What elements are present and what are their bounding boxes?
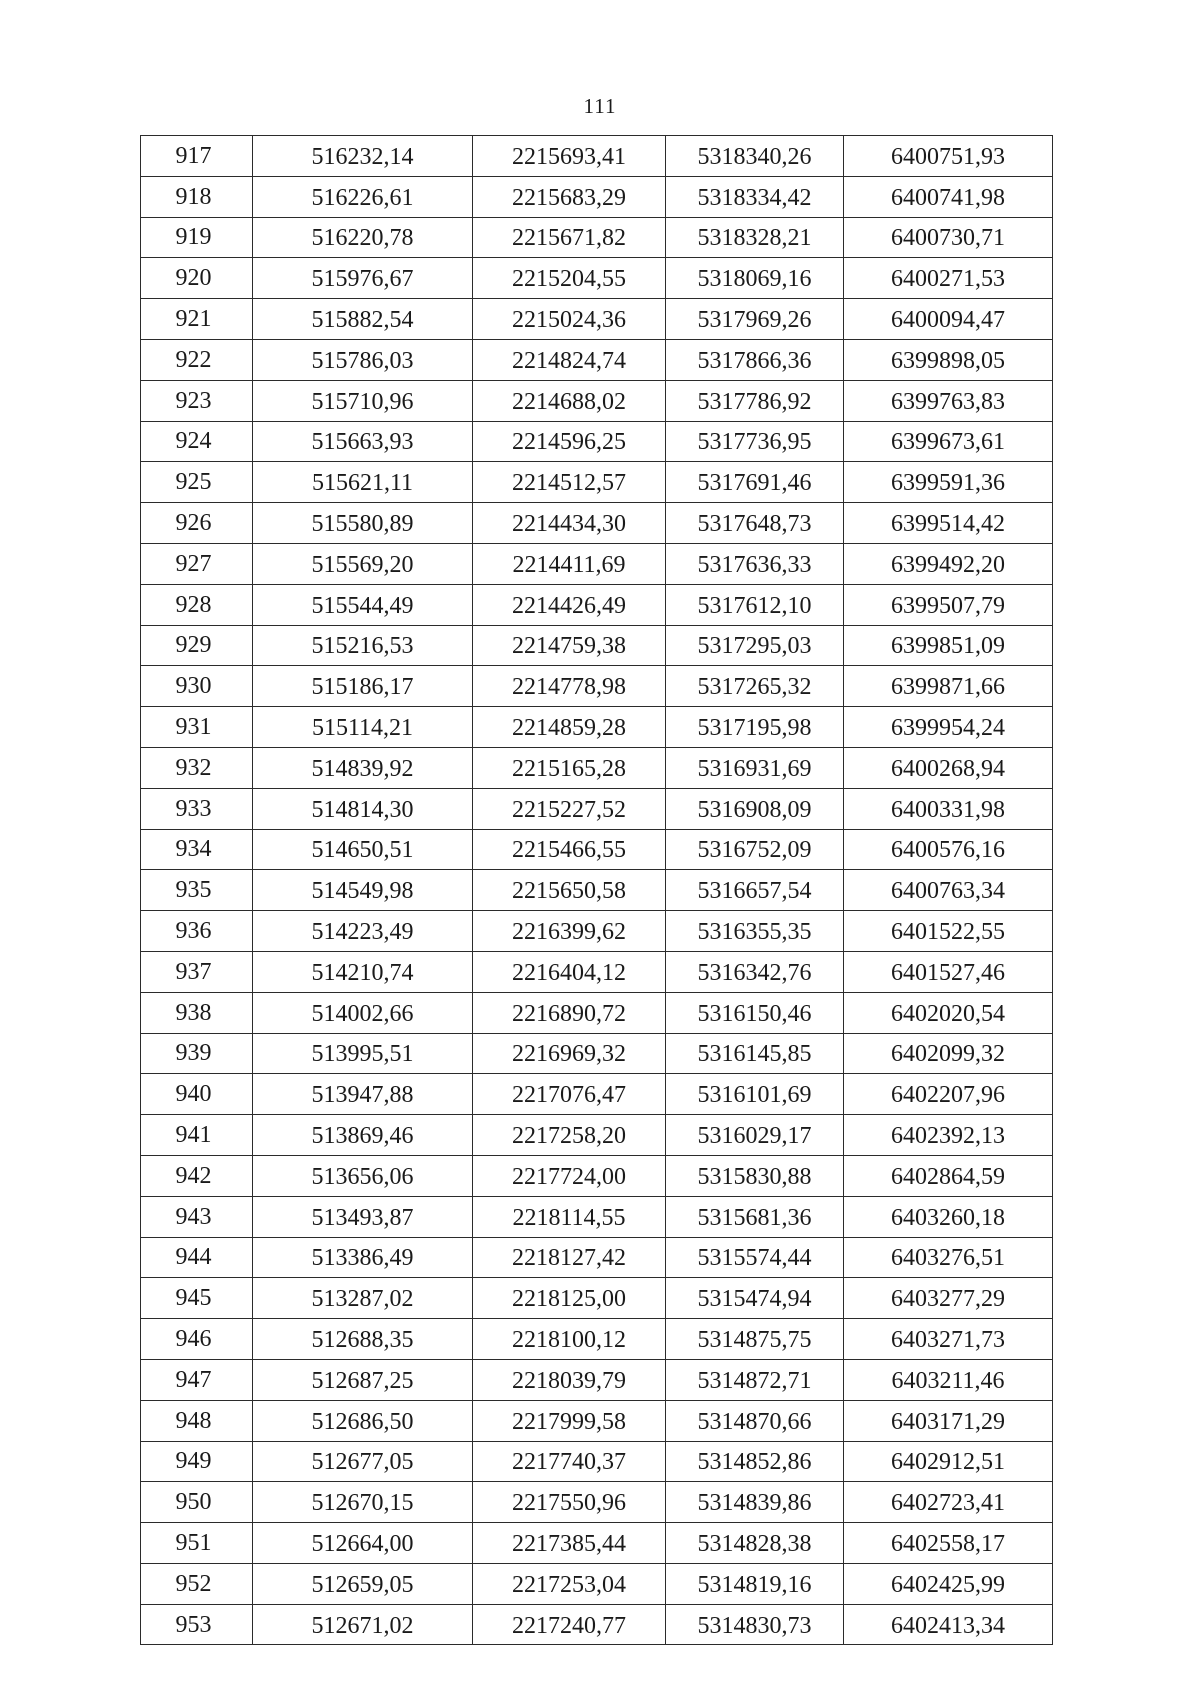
y2-coord-cell: 6399673,61 [844, 421, 1053, 462]
x-coord-cell: 515186,17 [253, 666, 473, 707]
x-coord-cell: 512664,00 [253, 1523, 473, 1564]
point-number-cell: 923 [141, 380, 253, 421]
y2-coord-cell: 6399871,66 [844, 666, 1053, 707]
table-row [141, 258, 1053, 299]
y-coord-cell: 2215683,29 [473, 176, 666, 217]
y-coord-cell: 2217385,44 [473, 1523, 666, 1564]
table-row [141, 788, 1053, 829]
y-coord-cell: 2217240,77 [473, 1604, 666, 1645]
y2-coord-cell: 6402207,96 [844, 1074, 1053, 1115]
point-number-cell: 922 [141, 339, 253, 380]
x2-coord-cell: 5318069,16 [666, 258, 844, 299]
y2-coord-cell: 6399507,79 [844, 584, 1053, 625]
x-coord-cell: 512687,25 [253, 1359, 473, 1400]
y2-coord-cell: 6402723,41 [844, 1482, 1053, 1523]
x2-coord-cell: 5316355,35 [666, 911, 844, 952]
point-number-cell: 930 [141, 666, 253, 707]
y2-coord-cell: 6399492,20 [844, 543, 1053, 584]
y2-coord-cell: 6400268,94 [844, 747, 1053, 788]
y2-coord-cell: 6400576,16 [844, 829, 1053, 870]
x-coord-cell: 514839,92 [253, 747, 473, 788]
x2-coord-cell: 5314819,16 [666, 1563, 844, 1604]
x-coord-cell: 514210,74 [253, 951, 473, 992]
y-coord-cell: 2215024,36 [473, 299, 666, 340]
x2-coord-cell: 5315681,36 [666, 1196, 844, 1237]
y-coord-cell: 2215693,41 [473, 136, 666, 177]
x2-coord-cell: 5316029,17 [666, 1115, 844, 1156]
point-number-cell: 933 [141, 788, 253, 829]
table-row [141, 1604, 1053, 1645]
y2-coord-cell: 6399591,36 [844, 462, 1053, 503]
x2-coord-cell: 5314852,86 [666, 1441, 844, 1482]
point-number-cell: 943 [141, 1196, 253, 1237]
point-number-cell: 940 [141, 1074, 253, 1115]
x2-coord-cell: 5315574,44 [666, 1237, 844, 1278]
y2-coord-cell: 6399514,42 [844, 503, 1053, 544]
point-number-cell: 934 [141, 829, 253, 870]
point-number-cell: 945 [141, 1278, 253, 1319]
y2-coord-cell: 6403276,51 [844, 1237, 1053, 1278]
y-coord-cell: 2215671,82 [473, 217, 666, 258]
x2-coord-cell: 5318340,26 [666, 136, 844, 177]
table-row [141, 1278, 1053, 1319]
y2-coord-cell: 6401522,55 [844, 911, 1053, 952]
point-number-cell: 932 [141, 747, 253, 788]
y-coord-cell: 2214426,49 [473, 584, 666, 625]
x2-coord-cell: 5315830,88 [666, 1155, 844, 1196]
x-coord-cell: 515114,21 [253, 707, 473, 748]
point-number-cell: 951 [141, 1523, 253, 1564]
x-coord-cell: 512671,02 [253, 1604, 473, 1645]
x2-coord-cell: 5316931,69 [666, 747, 844, 788]
x2-coord-cell: 5317866,36 [666, 339, 844, 380]
table-row [141, 1115, 1053, 1156]
point-number-cell: 950 [141, 1482, 253, 1523]
x2-coord-cell: 5314830,73 [666, 1604, 844, 1645]
x-coord-cell: 516220,78 [253, 217, 473, 258]
y-coord-cell: 2215650,58 [473, 870, 666, 911]
table-row [141, 462, 1053, 503]
y-coord-cell: 2218039,79 [473, 1359, 666, 1400]
page-number: 111 [583, 94, 617, 118]
table-row [141, 584, 1053, 625]
table-row [141, 911, 1053, 952]
y-coord-cell: 2217550,96 [473, 1482, 666, 1523]
y2-coord-cell: 6400741,98 [844, 176, 1053, 217]
y-coord-cell: 2216890,72 [473, 992, 666, 1033]
table-row [141, 1155, 1053, 1196]
x-coord-cell: 514814,30 [253, 788, 473, 829]
point-number-cell: 937 [141, 951, 253, 992]
x2-coord-cell: 5317612,10 [666, 584, 844, 625]
table-row [141, 1319, 1053, 1360]
y2-coord-cell: 6399851,09 [844, 625, 1053, 666]
y2-coord-cell: 6402099,32 [844, 1033, 1053, 1074]
x2-coord-cell: 5317648,73 [666, 503, 844, 544]
point-number-cell: 942 [141, 1155, 253, 1196]
y-coord-cell: 2215227,52 [473, 788, 666, 829]
y-coord-cell: 2218127,42 [473, 1237, 666, 1278]
table-row [141, 992, 1053, 1033]
point-number-cell: 927 [141, 543, 253, 584]
x2-coord-cell: 5314872,71 [666, 1359, 844, 1400]
x2-coord-cell: 5318334,42 [666, 176, 844, 217]
x-coord-cell: 515710,96 [253, 380, 473, 421]
x-coord-cell: 516232,14 [253, 136, 473, 177]
table-row [141, 339, 1053, 380]
y2-coord-cell: 6403271,73 [844, 1319, 1053, 1360]
point-number-cell: 947 [141, 1359, 253, 1400]
x2-coord-cell: 5317691,46 [666, 462, 844, 503]
x-coord-cell: 512670,15 [253, 1482, 473, 1523]
x-coord-cell: 514223,49 [253, 911, 473, 952]
point-number-cell: 928 [141, 584, 253, 625]
table-row [141, 421, 1053, 462]
x2-coord-cell: 5317736,95 [666, 421, 844, 462]
y2-coord-cell: 6400763,34 [844, 870, 1053, 911]
x2-coord-cell: 5316342,76 [666, 951, 844, 992]
y2-coord-cell: 6400730,71 [844, 217, 1053, 258]
y-coord-cell: 2217724,00 [473, 1155, 666, 1196]
y2-coord-cell: 6399763,83 [844, 380, 1053, 421]
y-coord-cell: 2214778,98 [473, 666, 666, 707]
y2-coord-cell: 6403277,29 [844, 1278, 1053, 1319]
point-number-cell: 952 [141, 1563, 253, 1604]
table-row [141, 1359, 1053, 1400]
x2-coord-cell: 5317636,33 [666, 543, 844, 584]
y-coord-cell: 2214859,28 [473, 707, 666, 748]
y2-coord-cell: 6402413,34 [844, 1604, 1053, 1645]
y2-coord-cell: 6400094,47 [844, 299, 1053, 340]
table-row [141, 380, 1053, 421]
x-coord-cell: 515544,49 [253, 584, 473, 625]
y-coord-cell: 2215204,55 [473, 258, 666, 299]
x2-coord-cell: 5318328,21 [666, 217, 844, 258]
table-row [141, 829, 1053, 870]
point-number-cell: 918 [141, 176, 253, 217]
y2-coord-cell: 6402020,54 [844, 992, 1053, 1033]
y-coord-cell: 2216399,62 [473, 911, 666, 952]
x-coord-cell: 512688,35 [253, 1319, 473, 1360]
table-row [141, 176, 1053, 217]
point-number-cell: 946 [141, 1319, 253, 1360]
table-row [141, 1196, 1053, 1237]
point-number-cell: 935 [141, 870, 253, 911]
x-coord-cell: 513869,46 [253, 1115, 473, 1156]
x-coord-cell: 512677,05 [253, 1441, 473, 1482]
y-coord-cell: 2217258,20 [473, 1115, 666, 1156]
y2-coord-cell: 6400271,53 [844, 258, 1053, 299]
table-row [141, 299, 1053, 340]
x2-coord-cell: 5317265,32 [666, 666, 844, 707]
x-coord-cell: 515882,54 [253, 299, 473, 340]
y2-coord-cell: 6402425,99 [844, 1563, 1053, 1604]
x2-coord-cell: 5315474,94 [666, 1278, 844, 1319]
table-row [141, 870, 1053, 911]
table-row [141, 951, 1053, 992]
y2-coord-cell: 6400751,93 [844, 136, 1053, 177]
point-number-cell: 938 [141, 992, 253, 1033]
table-row [141, 136, 1053, 177]
y-coord-cell: 2217999,58 [473, 1400, 666, 1441]
y-coord-cell: 2218114,55 [473, 1196, 666, 1237]
table-row [141, 1237, 1053, 1278]
y-coord-cell: 2214824,74 [473, 339, 666, 380]
y-coord-cell: 2214434,30 [473, 503, 666, 544]
x2-coord-cell: 5316150,46 [666, 992, 844, 1033]
point-number-cell: 920 [141, 258, 253, 299]
table-row [141, 707, 1053, 748]
y-coord-cell: 2215165,28 [473, 747, 666, 788]
table-row [141, 747, 1053, 788]
table-row [141, 1523, 1053, 1564]
x-coord-cell: 515663,93 [253, 421, 473, 462]
y-coord-cell: 2214411,69 [473, 543, 666, 584]
y2-coord-cell: 6403260,18 [844, 1196, 1053, 1237]
y-coord-cell: 2214688,02 [473, 380, 666, 421]
y-coord-cell: 2218125,00 [473, 1278, 666, 1319]
y-coord-cell: 2214596,25 [473, 421, 666, 462]
point-number-cell: 953 [141, 1604, 253, 1645]
table-row [141, 1074, 1053, 1115]
y-coord-cell: 2218100,12 [473, 1319, 666, 1360]
x-coord-cell: 513947,88 [253, 1074, 473, 1115]
point-number-cell: 917 [141, 136, 253, 177]
coordinate-table [140, 135, 1053, 1645]
y2-coord-cell: 6402558,17 [844, 1523, 1053, 1564]
y-coord-cell: 2214759,38 [473, 625, 666, 666]
x-coord-cell: 514002,66 [253, 992, 473, 1033]
y2-coord-cell: 6403211,46 [844, 1359, 1053, 1400]
x-coord-cell: 515786,03 [253, 339, 473, 380]
x-coord-cell: 516226,61 [253, 176, 473, 217]
x-coord-cell: 515216,53 [253, 625, 473, 666]
point-number-cell: 925 [141, 462, 253, 503]
table-row [141, 217, 1053, 258]
y-coord-cell: 2215466,55 [473, 829, 666, 870]
y-coord-cell: 2216969,32 [473, 1033, 666, 1074]
y2-coord-cell: 6399954,24 [844, 707, 1053, 748]
y2-coord-cell: 6400331,98 [844, 788, 1053, 829]
y-coord-cell: 2217740,37 [473, 1441, 666, 1482]
point-number-cell: 936 [141, 911, 253, 952]
y2-coord-cell: 6403171,29 [844, 1400, 1053, 1441]
x2-coord-cell: 5316145,85 [666, 1033, 844, 1074]
point-number-cell: 948 [141, 1400, 253, 1441]
x2-coord-cell: 5316101,69 [666, 1074, 844, 1115]
x-coord-cell: 513656,06 [253, 1155, 473, 1196]
x2-coord-cell: 5314870,66 [666, 1400, 844, 1441]
y2-coord-cell: 6402912,51 [844, 1441, 1053, 1482]
x2-coord-cell: 5317786,92 [666, 380, 844, 421]
y2-coord-cell: 6402392,13 [844, 1115, 1053, 1156]
y-coord-cell: 2217253,04 [473, 1563, 666, 1604]
table-row [141, 1563, 1053, 1604]
x-coord-cell: 515580,89 [253, 503, 473, 544]
point-number-cell: 931 [141, 707, 253, 748]
x2-coord-cell: 5317969,26 [666, 299, 844, 340]
coordinate-table-body [141, 136, 1053, 1645]
point-number-cell: 939 [141, 1033, 253, 1074]
x-coord-cell: 512686,50 [253, 1400, 473, 1441]
point-number-cell: 926 [141, 503, 253, 544]
x2-coord-cell: 5316752,09 [666, 829, 844, 870]
point-number-cell: 929 [141, 625, 253, 666]
point-number-cell: 949 [141, 1441, 253, 1482]
table-row [141, 1441, 1053, 1482]
x-coord-cell: 514549,98 [253, 870, 473, 911]
point-number-cell: 919 [141, 217, 253, 258]
point-number-cell: 921 [141, 299, 253, 340]
table-row [141, 625, 1053, 666]
table-row [141, 1482, 1053, 1523]
x-coord-cell: 513386,49 [253, 1237, 473, 1278]
table-row [141, 503, 1053, 544]
point-number-cell: 941 [141, 1115, 253, 1156]
x-coord-cell: 514650,51 [253, 829, 473, 870]
x-coord-cell: 515621,11 [253, 462, 473, 503]
table-row [141, 666, 1053, 707]
y2-coord-cell: 6401527,46 [844, 951, 1053, 992]
x-coord-cell: 513995,51 [253, 1033, 473, 1074]
x2-coord-cell: 5314828,38 [666, 1523, 844, 1564]
y2-coord-cell: 6402864,59 [844, 1155, 1053, 1196]
x-coord-cell: 512659,05 [253, 1563, 473, 1604]
table-row [141, 543, 1053, 584]
y-coord-cell: 2217076,47 [473, 1074, 666, 1115]
x2-coord-cell: 5314839,86 [666, 1482, 844, 1523]
x-coord-cell: 513287,02 [253, 1278, 473, 1319]
x-coord-cell: 515569,20 [253, 543, 473, 584]
x2-coord-cell: 5316908,09 [666, 788, 844, 829]
x2-coord-cell: 5317195,98 [666, 707, 844, 748]
point-number-cell: 924 [141, 421, 253, 462]
y-coord-cell: 2214512,57 [473, 462, 666, 503]
point-number-cell: 944 [141, 1237, 253, 1278]
table-row [141, 1033, 1053, 1074]
x2-coord-cell: 5317295,03 [666, 625, 844, 666]
y2-coord-cell: 6399898,05 [844, 339, 1053, 380]
y-coord-cell: 2216404,12 [473, 951, 666, 992]
x2-coord-cell: 5316657,54 [666, 870, 844, 911]
x-coord-cell: 513493,87 [253, 1196, 473, 1237]
x-coord-cell: 515976,67 [253, 258, 473, 299]
table-row [141, 1400, 1053, 1441]
x2-coord-cell: 5314875,75 [666, 1319, 844, 1360]
